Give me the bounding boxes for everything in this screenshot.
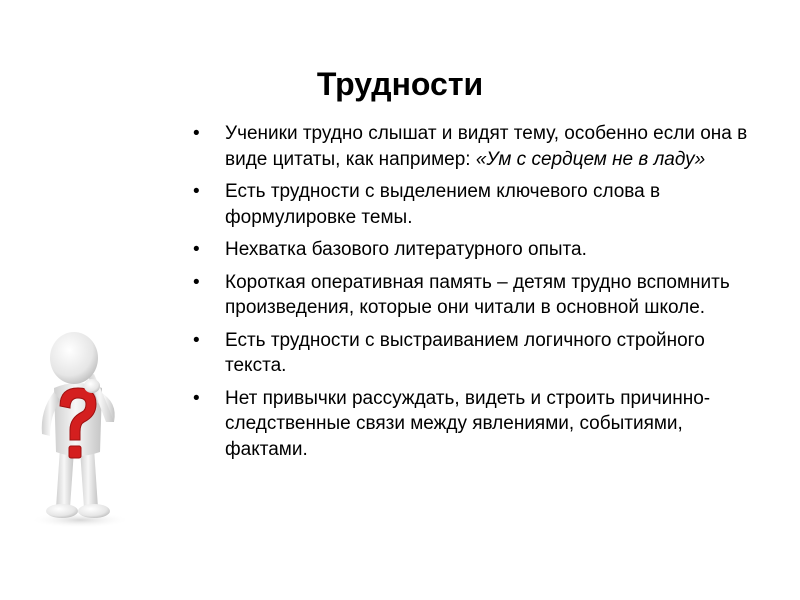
bullet-marker: • <box>193 181 200 202</box>
list-item-text: Короткая оперативная память – детям трудно вспомнить произведения, которые они читали в основной школе. <box>225 271 730 318</box>
list-item-quote: «Ум с сердцем не в ладу» <box>475 148 706 170</box>
bullet-list <box>190 121 750 469</box>
list-item <box>190 237 750 263</box>
person-with-question-mark-icon <box>22 330 132 530</box>
bullet-marker: • <box>193 329 200 351</box>
list-item <box>190 270 750 321</box>
list-item-text: Нет привычки рассуждать, видеть и строить причинно-следственные связи между явлениями, событиями, фактами. <box>225 387 711 460</box>
bullet-marker: • <box>193 123 200 144</box>
list-item <box>190 179 750 230</box>
list-item <box>190 386 750 463</box>
bullet-marker: • <box>193 271 200 293</box>
list-item-text: Ученики трудно слышат и видят тему, особенно если она в виде цитаты, как например: <box>225 123 748 170</box>
slide-title: Трудности <box>316 66 484 102</box>
list-item-text: Нехватка базового литературного опыта. <box>225 239 587 260</box>
list-item-text: Есть трудности с выделением ключевого слова в формулировке темы. <box>225 181 661 228</box>
list-item <box>190 121 750 172</box>
bullet-marker: • <box>193 387 200 409</box>
list-item <box>190 328 750 379</box>
list-item-text: Есть трудности с выстраиванием логичного стройного текста. <box>225 329 705 376</box>
bullet-marker: • <box>193 239 200 260</box>
